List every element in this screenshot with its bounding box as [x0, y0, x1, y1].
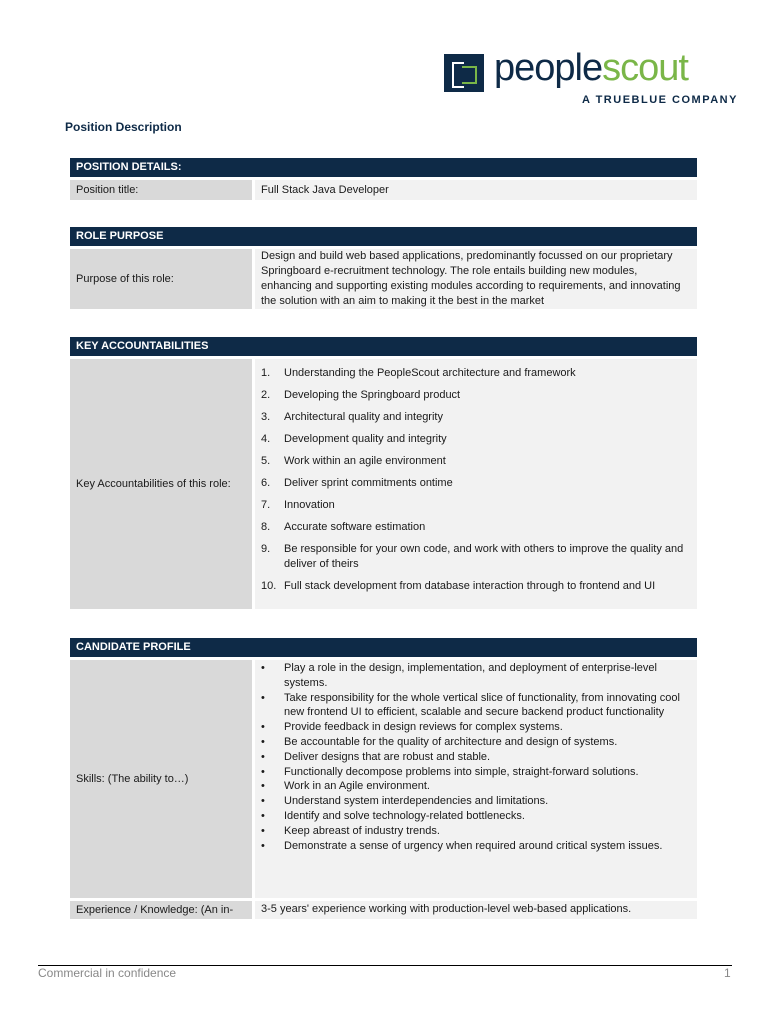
- accountability-item: [261, 410, 691, 425]
- item-number: 6.: [261, 477, 271, 489]
- skill-item: [261, 750, 691, 765]
- accountability-item: [261, 454, 691, 469]
- item-number: 8.: [261, 521, 271, 533]
- bullet-icon: •: [261, 750, 265, 763]
- bullet-icon: •: [261, 662, 265, 674]
- footer-confidentiality: Commercial in confidence: [38, 966, 177, 980]
- item-number: 4.: [261, 433, 271, 445]
- position-title-label: Position title:: [70, 180, 252, 200]
- skill-item: [261, 839, 691, 854]
- skill-text: Provide feedback in design reviews for complex systems.: [284, 721, 563, 734]
- item-number: 5.: [261, 455, 271, 467]
- page-number: 1: [724, 966, 731, 980]
- item-number: 2.: [261, 389, 271, 401]
- bullet-icon: •: [261, 780, 265, 793]
- accountability-item: [261, 476, 691, 491]
- bullet-icon: •: [261, 721, 265, 734]
- logo-tagline: A TRUEBLUE COMPANY: [582, 94, 738, 106]
- skill-item: [261, 735, 691, 750]
- position-title-value: Full Stack Java Developer: [255, 180, 697, 200]
- item-text: Development quality and integrity: [284, 433, 447, 445]
- key-accountabilities-header: KEY ACCOUNTABILITIES: [70, 337, 697, 356]
- skill-text: Understand system interdependencies and limitations.: [284, 795, 549, 808]
- candidate-profile-header: CANDIDATE PROFILE: [70, 638, 697, 657]
- item-text: Accurate software estimation: [284, 521, 426, 533]
- item-number: 9.: [261, 543, 271, 555]
- skill-text: Demonstrate a sense of urgency when required around critical system issues.: [284, 839, 663, 852]
- accountability-item: [261, 520, 691, 535]
- logo-word-scout: scout: [602, 47, 688, 89]
- accountabilities-list: [261, 366, 691, 594]
- item-text: Work within an agile environment: [284, 455, 446, 467]
- skill-item: [261, 765, 691, 780]
- accountability-item: [261, 498, 691, 513]
- item-text: Be responsible for your own code, and work with others to improve the quality and deliver of theirs: [284, 543, 684, 570]
- document-title: Position Description: [65, 120, 182, 134]
- purpose-value: Design and build web based applications, predominantly focussed on our proprietary Springboard e-recruitment technology. The role entails building new modules, enhancing and supporting existing modules according to requirements, and innovating the solution with an aim to making it the best in the market: [255, 249, 697, 309]
- item-text: Innovation: [284, 499, 335, 511]
- company-logo: [444, 47, 744, 112]
- skill-text: Functionally decompose problems into simple, straight-forward solutions.: [284, 765, 639, 778]
- key-accountabilities-label: Key Accountabilities of this role:: [70, 359, 252, 609]
- skills-label: Skills: (The ability to…): [70, 660, 252, 898]
- skills-list: [261, 661, 691, 853]
- accountability-item: [261, 366, 691, 381]
- experience-label: Experience / Knowledge: (An in-: [70, 901, 252, 919]
- bullet-icon: •: [261, 765, 265, 778]
- role-purpose-header: ROLE PURPOSE: [70, 227, 697, 246]
- position-details-header: POSITION DETAILS:: [70, 158, 697, 177]
- key-accountabilities-cell: [255, 359, 697, 609]
- experience-value: 3-5 years' experience working with production-level web-based applications.: [255, 901, 697, 919]
- logo-wordmark: [494, 46, 688, 90]
- logo-word-people: people: [494, 47, 603, 89]
- bullet-icon: •: [261, 795, 265, 808]
- item-number: 10.: [261, 580, 277, 592]
- item-text: Understanding the PeopleScout architecture and framework: [284, 367, 576, 379]
- skill-text: Deliver designs that are robust and stable.: [284, 750, 491, 763]
- skill-text: Play a role in the design, implementation, and deployment of enterprise-level systems.: [284, 662, 657, 689]
- skills-cell: [255, 660, 697, 898]
- item-text: Developing the Springboard product: [284, 389, 461, 401]
- skill-item: [261, 824, 691, 839]
- skill-text: Identify and solve technology-related bottlenecks.: [284, 809, 525, 822]
- bullet-icon: •: [261, 809, 265, 822]
- peoplescout-logo-icon: [444, 54, 484, 92]
- bullet-icon: •: [261, 839, 265, 852]
- skill-item: [261, 661, 691, 691]
- skill-text: Work in an Agile environment.: [284, 780, 430, 793]
- purpose-label: Purpose of this role:: [70, 249, 252, 309]
- bullet-icon: •: [261, 824, 265, 837]
- accountability-item: [261, 432, 691, 447]
- skill-item: [261, 779, 691, 794]
- item-number: 1.: [261, 367, 271, 379]
- item-number: 3.: [261, 411, 271, 423]
- bullet-icon: •: [261, 735, 265, 748]
- item-text: Architectural quality and integrity: [284, 411, 443, 423]
- skill-item: [261, 691, 691, 721]
- skill-text: Be accountable for the quality of architecture and design of systems.: [284, 735, 618, 748]
- skill-item: [261, 809, 691, 824]
- accountability-item: [261, 388, 691, 403]
- skill-text: Take responsibility for the whole vertical slice of functionality, from innovating cool new frontend UI to efficient, scalable and secure backend product functionality: [284, 691, 680, 719]
- item-text: Full stack development from database interaction through to frontend and UI: [284, 580, 656, 592]
- skill-item: [261, 720, 691, 735]
- accountability-item: [261, 542, 691, 572]
- skill-item: [261, 794, 691, 809]
- item-text: Deliver sprint commitments ontime: [284, 477, 453, 489]
- item-number: 7.: [261, 499, 271, 511]
- bullet-icon: •: [261, 691, 265, 704]
- accountability-item: [261, 579, 691, 594]
- skill-text: Keep abreast of industry trends.: [284, 824, 440, 837]
